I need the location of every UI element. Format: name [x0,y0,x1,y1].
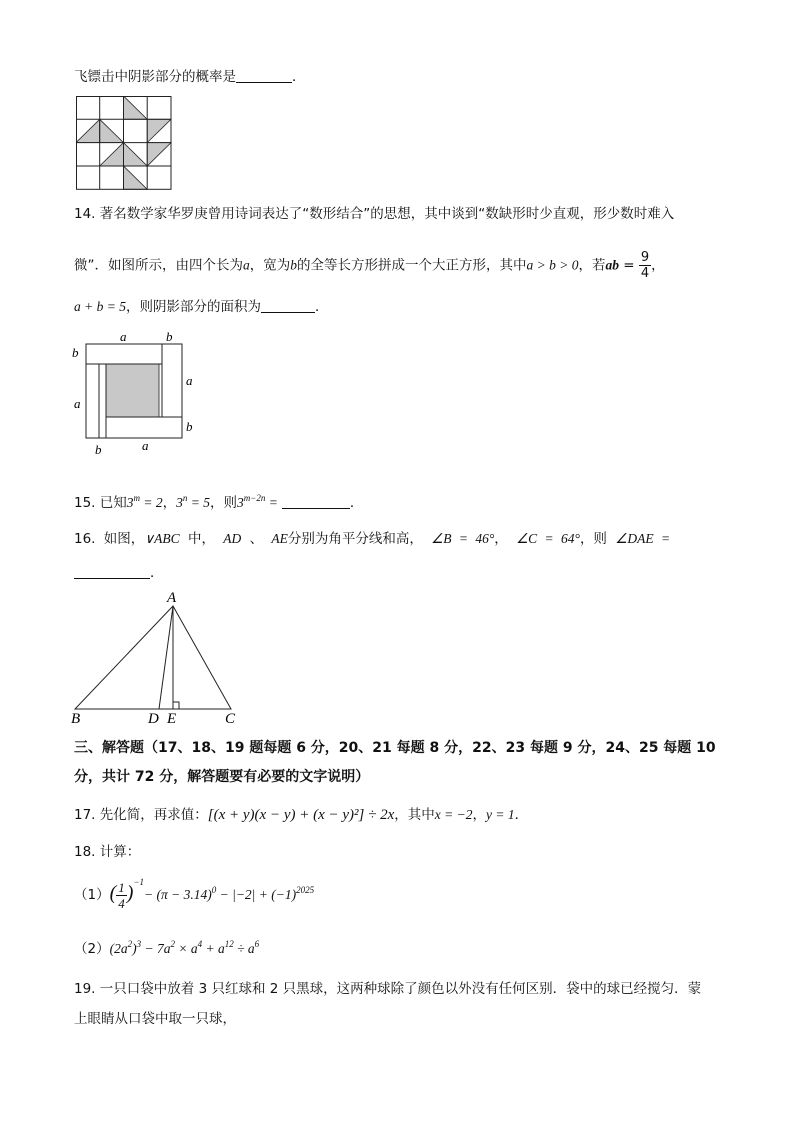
label-b: b [95,442,102,457]
q15-line: 15. 已知$3^m = 2$，$3^n = 5$，则$3^{m-2n}$ = ． [74,493,364,511]
segment-ad [159,606,173,709]
label-a: a [120,329,127,344]
section-3-heading-line2: 分，共计 72 分，解答题要有必要的文字说明） [74,769,370,785]
q16-line1: 16. 如图，∨ABC 中， AD 、 AE分别为角平分线和高， ∠B = 46°， ∠C = 64°，则 ∠DAE = [74,531,671,547]
shaded-triangle [76,119,100,142]
label-a: a [74,396,81,411]
shaded-triangle [147,143,171,166]
q19-line2: 上眼睛从口袋中取一只球， [74,1011,236,1027]
label-A: A [167,590,177,606]
q14-line2: 微”．如图所示，由四个长为a，宽为b的全等长方形拼成一个大正方形，其中a > b > 0，若ab = $\frac{9}{4}$ ， [74,250,665,281]
shaded-square [106,364,159,417]
fraction-1-4: $\frac{1}{4}$ [118,879,125,911]
q18-title: 18. 计算： [74,844,141,860]
label-D: D [148,711,159,726]
section-3-heading-line1: 三、解答题（17、18、19 题每题 6 分，20、21 每题 8 分，22、23 每题 9 分，24、25 每题 10 [74,740,716,756]
q19-line1: 19. 一只口袋中放着 3 只红球和 2 只黑球，这两种球除了颜色以外没有任何区别．袋中的球已经搅匀．蒙 [74,981,702,997]
shaded-triangle [124,96,148,119]
q16-line2: ． [74,564,164,582]
triangle-abc-figure [66,586,246,726]
fraction-9-4: $\frac{9}{4}$ [640,250,650,281]
label-b: b [166,329,173,344]
answer-blank [74,564,150,579]
label-b: b [72,345,79,360]
q14-line3: a + b = 5，则阴影部分的面积为 ． [74,299,329,315]
label-b: b [186,419,193,434]
shaded-triangle [100,143,124,166]
label-a: a [186,373,193,388]
answer-blank [236,68,292,83]
label-a: a [142,438,149,453]
four-rectangles-square-figure [66,328,200,458]
shaded-triangle [124,143,148,166]
shaded-triangle [124,166,148,189]
label-E: E [167,711,177,726]
label-C: C [225,711,236,726]
q17-line: 17. 先化简，再求值：[(x + y)(x − y) + (x − y)²] ÷ 2x，其中x = −2，y = 1． [74,807,529,823]
q13-text: 飞镖击中阴影部分的概率是 ． [74,69,306,85]
dartboard-grid-figure [76,96,172,190]
shaded-triangle [147,119,171,142]
q18-part1: （1）( $\frac{1}{4}$ )$^{-1}- (\pi - 3.14)^0 - |-2| + (-1)^{2025}$ [74,877,315,911]
q14-line1: 14. 著名数学家华罗庚曾用诗词表达了“数形结合”的思想，其中谈到“数缺形时少直观，形少数时难入 [74,206,675,222]
answer-blank [282,494,350,509]
q18-part2: $(2)(2a^2)^3 - 7a^2 \times a^4 + a^{12} \div a^6$ [74,939,260,957]
right-angle-mark [173,702,179,709]
label-B: B [71,711,81,726]
answer-blank [261,298,315,313]
shaded-triangle [100,119,124,142]
